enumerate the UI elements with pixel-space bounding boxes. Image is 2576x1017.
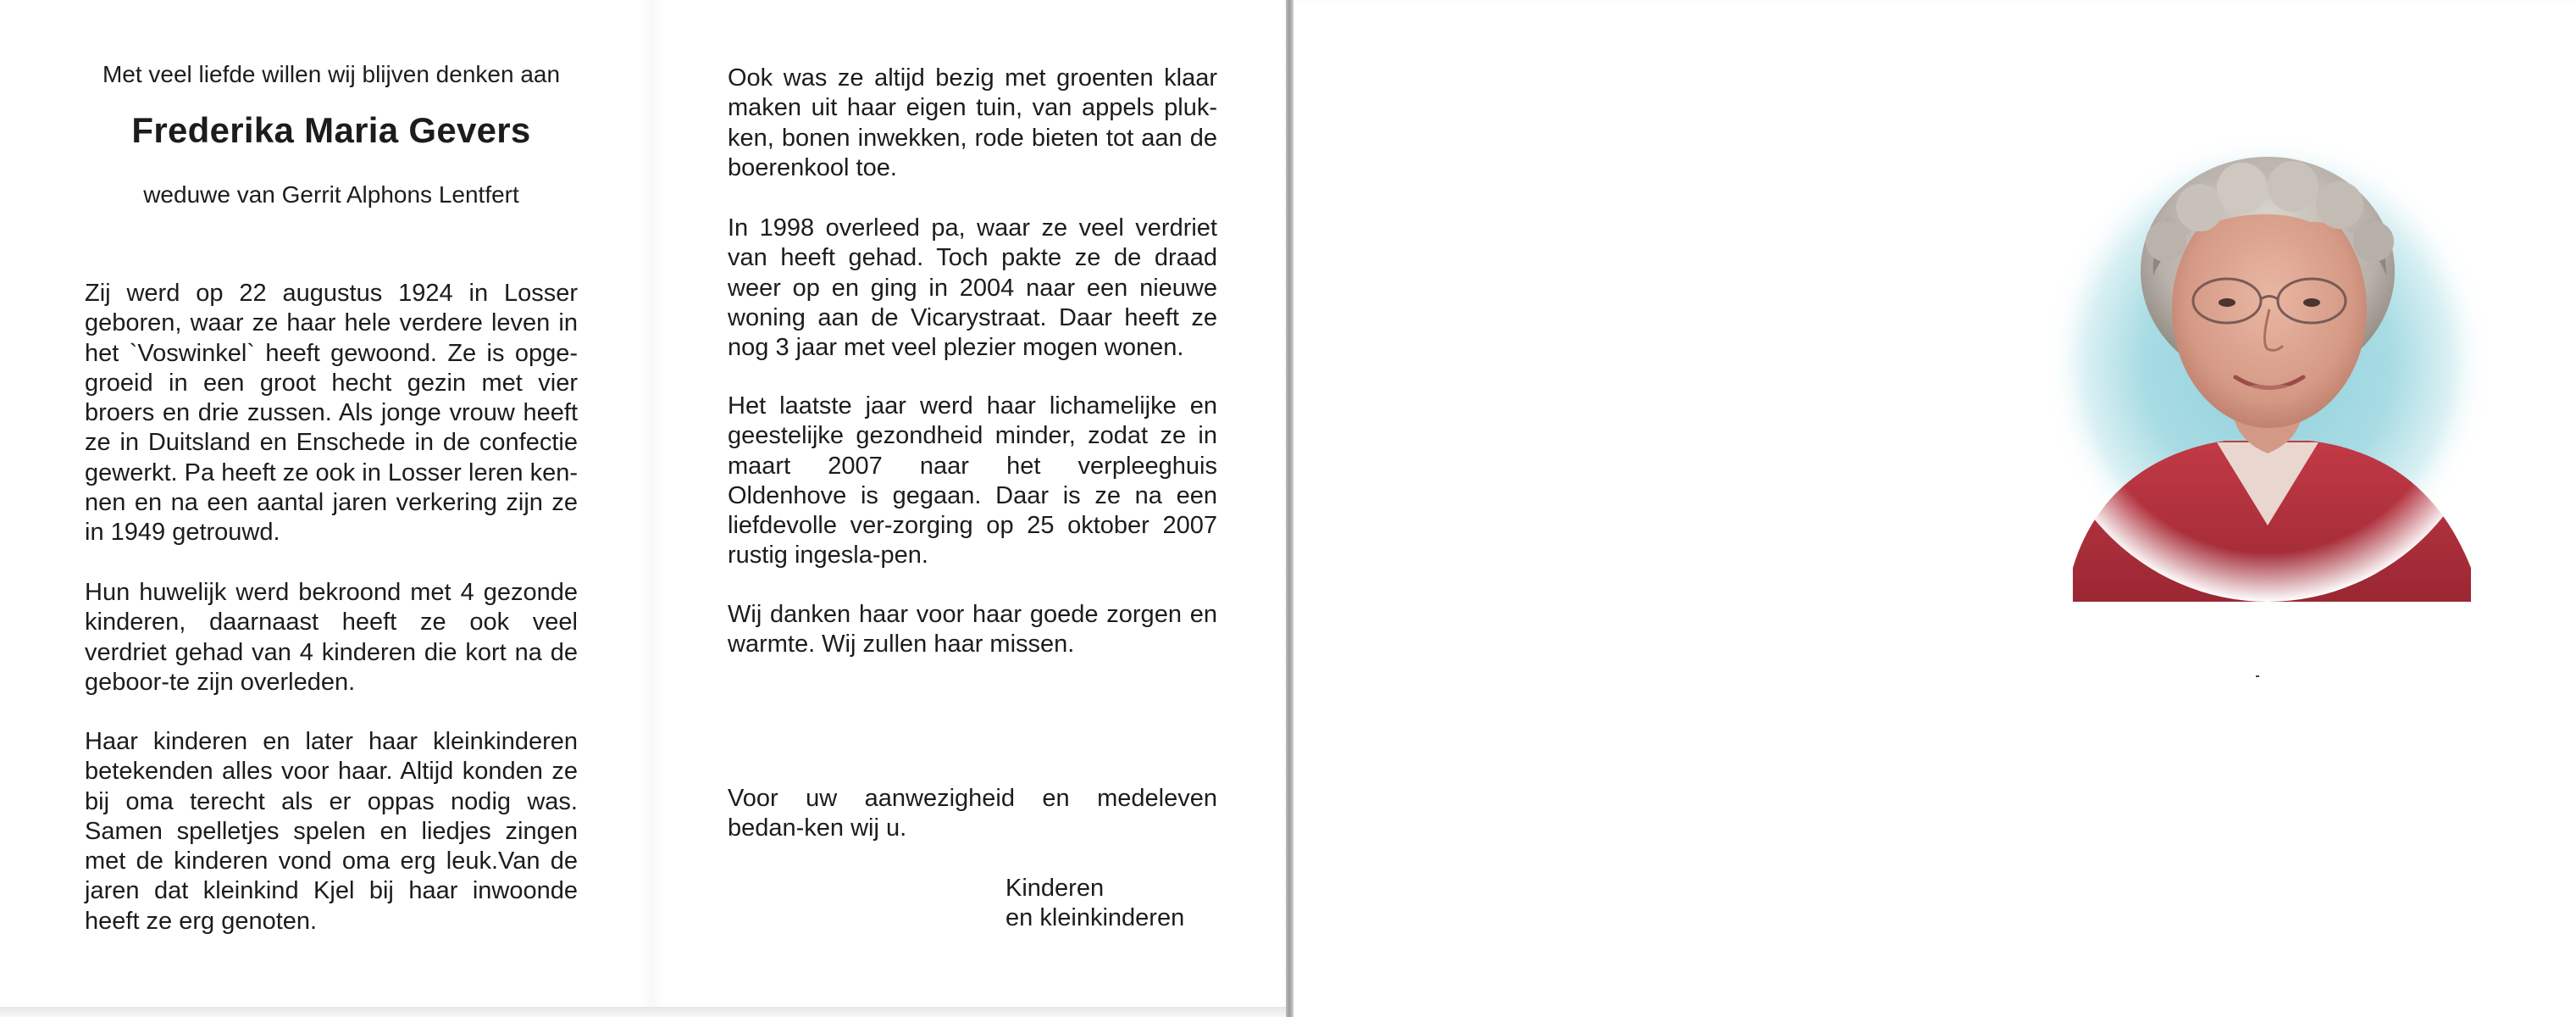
widow-of-line: weduwe van Gerrit Alphons Lentfert	[143, 181, 519, 208]
scan-speck	[2256, 675, 2259, 677]
signature-line: en kleinkinderen	[1005, 904, 1185, 932]
paragraph-text: Zij werd op 22 augustus 1924 in Losser geboren, waar ze haar hele verdere leven in het `Voswinkel` heeft gewoond. Ze is opge-groeid in een groot hecht gezin met vier broers en drie zussen. Als jonge vrouw heeft ze in Duitsland en Enschede in de confectie gewerkt. Pa heeft ze ook in Losser leren ken-nen en na een aantal jaren verkering zijn ze in 1949 getrouwd.	[85, 280, 578, 547]
inner-card-text-side	[0, 0, 1286, 1009]
paragraph-text: Ook was ze altijd bezig met groenten klaar maken uit haar eigen tuin, van appels pluk-ken, bonen inwekken, rode bieten tot aan de boerenkool toe.	[728, 64, 1217, 181]
paragraph-text: In 1998 overleed pa, waar ze veel verdriet van heeft gehad. Toch pakte ze de draad weer op en ging in 2004 naar een nieuwe woning aan de Vicarystraat. Daar heeft ze nog 3 jaar met veel plezier mogen wonen.	[728, 214, 1217, 362]
deceased-name: Frederika Maria Gevers	[131, 110, 531, 150]
paragraph-text: Haar kinderen en later haar kleinkinderen betekenden alles voor haar. Altijd konden ze bij oma terecht als er oppas nodig was. Samen spelletjes spelen en liedjes zingen met de kinderen vond oma erg leuk.Van de jaren dat kleinkind Kjel bij haar inwoonde heeft ze erg genoten.	[85, 728, 578, 935]
paragraph-thanks	[728, 600, 1217, 660]
intro-line: Met veel liefde willen wij blijven denken aan	[102, 61, 561, 87]
card-fold	[640, 0, 665, 1007]
paragraph-garden	[728, 64, 1217, 183]
paragraph-text: Voor uw aanwezigheid en medeleven bedan-ken wij u.	[728, 785, 1217, 842]
paragraph-text: Het laatste jaar werd haar lichamelijke en geestelijke gezondheid minder, zodat ze in maart 2007 naar het verpleeghuis Oldenhove is gegaan. Daar is ze na een liefdevolle ver-zorging op 25 oktober 2007 rustig ingesla-pen.	[728, 392, 1217, 570]
portrait-photo	[2039, 127, 2496, 602]
paragraph-widowhood	[728, 214, 1217, 363]
signature-line: Kinderen	[1005, 875, 1105, 902]
paragraph-marriage	[85, 578, 578, 697]
signature-block	[1005, 874, 1277, 934]
paragraph-grandchildren	[85, 727, 578, 936]
paragraph-life	[85, 279, 578, 548]
card-divider	[1286, 0, 1294, 1017]
paragraph-text: Hun huwelijk werd bekroond met 4 gezonde kinderen, daarnaast heeft ze ook veel verdriet gehad van 4 kinderen die kort na de geboor-te zijn overleden.	[85, 579, 578, 696]
paragraph-last-year	[728, 392, 1217, 571]
card-bottom-edge	[0, 1007, 1286, 1017]
paragraph-gratitude	[728, 784, 1217, 844]
paragraph-text: Wij danken haar voor haar goede zorgen en warmte. Wij zullen haar missen.	[728, 601, 1217, 659]
